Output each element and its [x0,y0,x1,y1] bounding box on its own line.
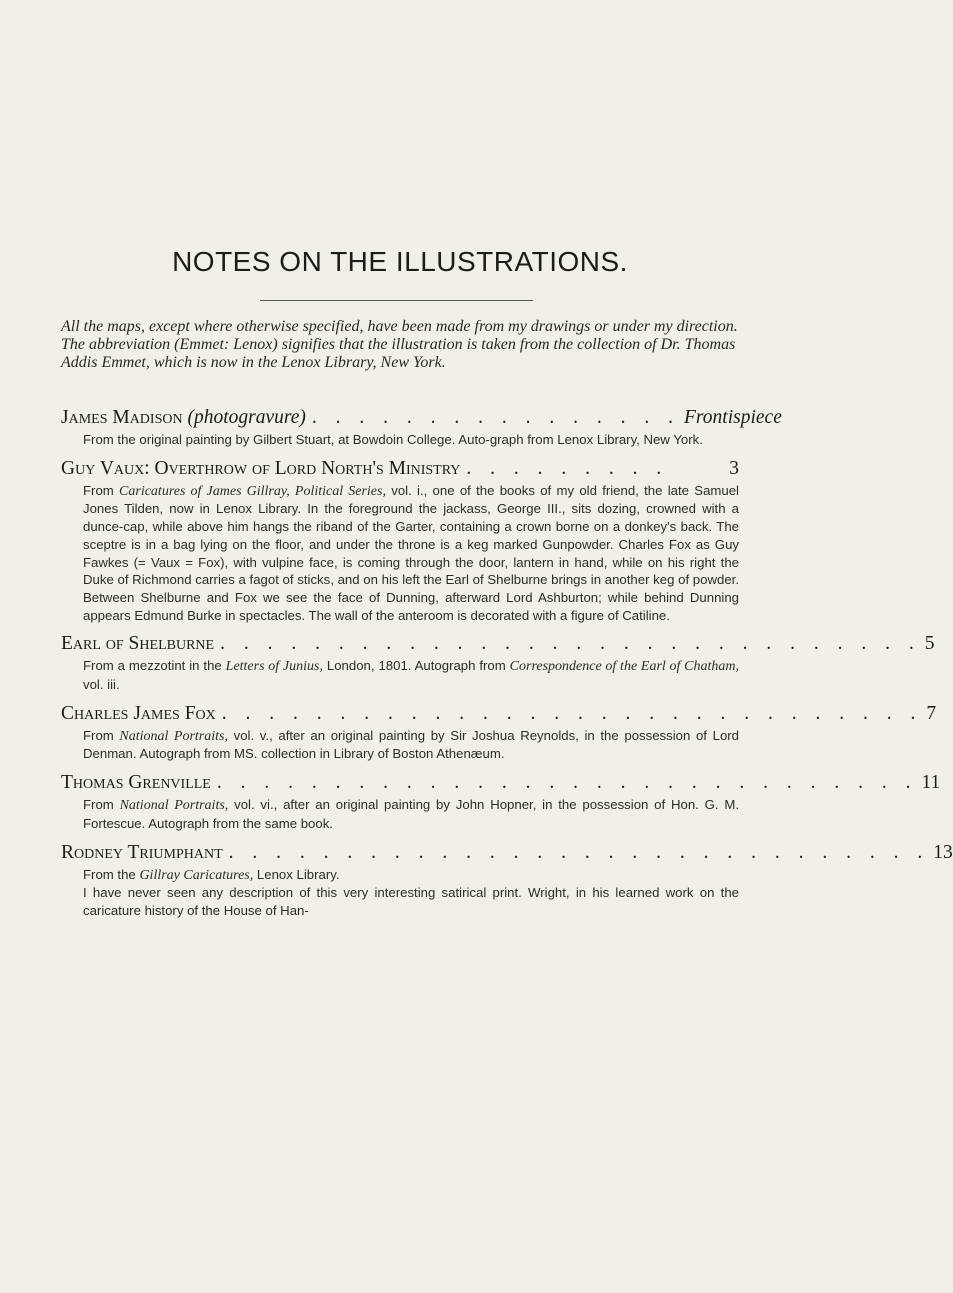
entry-title: Rodney Triumphant [61,841,223,863]
book-title: National Portraits, [119,728,228,744]
entry-heading [61,632,935,656]
entry-title: Earl of Shelburne [61,633,215,655]
intro-notes [61,318,741,372]
entry-description [83,796,739,832]
entry-subtitle: (photogravure) [187,407,306,428]
entry-description [83,657,739,693]
description-text: From the [83,866,140,882]
entry-description [83,727,739,763]
list-item [61,841,953,920]
description-text: vol. vi., after an original painting by John Hopner, in the possession of Hon. G. M. Fortescue. Autograph from the same book. [83,797,739,831]
book-title: Gillray Caricatures, [139,867,254,883]
title-divider [260,300,533,301]
entry-description [83,866,739,920]
entry-title: Thomas Grenville [61,772,211,794]
list-item [61,632,935,693]
description-paragraph [83,884,739,919]
entry-heading [61,841,953,865]
entry-heading [61,457,739,481]
book-title: Correspondence of the Earl of Chatham, [509,659,739,675]
entry-page: 5 [924,633,935,655]
dot-leader: . . . . . . . . . [466,457,669,479]
page-title: NOTES ON THE ILLUSTRATIONS. [172,246,628,277]
description-paragraph [83,431,739,449]
dot-leader: . . . . . . . . . . . . . . . . . . . . . . . . . . . . . . [220,633,921,655]
entry-title: James Madison [61,407,183,428]
description-text: vol. i., one of the books of my old friend, the late Samuel Jones Tilden, now in Lenox Library. In the foreground the jackass, George III., sits dozing, crowned with a dunce-cap, while above him hangs the riband of the Garter, containing a crown borne on a donkey's back. The sceptre is in a bag lying on the floor, and under the throne is a keg marked Gunpowder. Charles Fox as Guy Fawkes (= Vaux = Fox), with vulpine face, is coming through the door, lantern in hand, while on his right the Duke of Richmond carries a fagot of sticks, and on his left the Earl of Shelburne brings in another keg of powder. Between Shelburne and Fox we see the face of Dunning, afterward Lord Ashburton; while behind Dunning appears Edmund Burke in spectacles. The wall of the anteroom is decorated with a figure of Catiline. [83,482,739,623]
book-title: Letters of Junius, [225,659,323,675]
entry-title: Charles James Fox [61,702,216,724]
description-paragraph [83,727,739,763]
description-text: From a mezzotint in the [83,658,226,674]
description-paragraph [83,866,739,885]
entry-page: Frontispiece [684,407,782,428]
description-paragraph [83,657,739,693]
description-text: From [83,482,120,498]
entry-page: 7 [926,702,937,724]
entry-description [83,482,739,625]
dot-leader: . . . . . . . . . . . . . . . . . . . . . . . . . . . . . . [221,702,923,724]
dot-leader: . . . . . . . . . . . . . . . . . . . . . . . . . . . . . . [228,841,930,863]
book-title: Caricatures of James Gillray, Political Series, [119,483,386,499]
description-text: vol. iii. [83,677,120,693]
entry-description [83,431,739,449]
intro-paragraph-maps: All the maps, except where otherwise specified, have been made from my drawings or under my direction. [61,318,738,335]
dot-leader: . . . . . . . . . . . . . . . . . . . . . . . . . . . . . . [216,772,918,794]
description-text: I have never seen any description of this very interesting satirical print. Wright, in his learned work on the caricature history of the House of Han- [83,885,739,918]
list-item [61,771,941,832]
description-text: vol. v., after an original painting by Sir Joshua Reynolds, in the possession of Lord Denman. Autograph from MS. collection in Library of Boston Athenæum. [83,727,740,762]
list-item [61,406,782,449]
description-text: London, 1801. Autograph from [322,658,510,674]
list-item [61,457,739,625]
entry-heading [61,406,782,430]
description-text: From [83,797,120,813]
description-text: From [83,727,120,743]
description-paragraph [83,796,739,832]
entry-page: 3 [729,457,739,479]
illustration-list [61,406,953,928]
entry-page: 11 [921,772,941,794]
entry-heading [61,771,941,795]
list-item [61,702,937,763]
book-title: National Portraits, [119,798,229,814]
entry-heading [61,702,937,726]
description-paragraph [83,482,739,625]
entry-title: Guy Vaux: Overthrow of Lord North's Ministry [61,457,461,479]
description-text: From the original painting by Gilbert Stuart, at Bowdoin College. Auto-graph from Lenox Library, New York. [83,432,703,447]
intro-paragraph-abbreviation: The abbreviation (Emmet: Lenox) signifies that the illustration is taken from the collection of Dr. Thomas Addis Emmet, which is now in the Lenox Library, New York. [61,336,736,371]
description-text: Lenox Library. [253,866,340,882]
entry-page: 13 [933,841,953,863]
dot-leader: . . . . . . . . . . . . . . . . [311,407,681,428]
